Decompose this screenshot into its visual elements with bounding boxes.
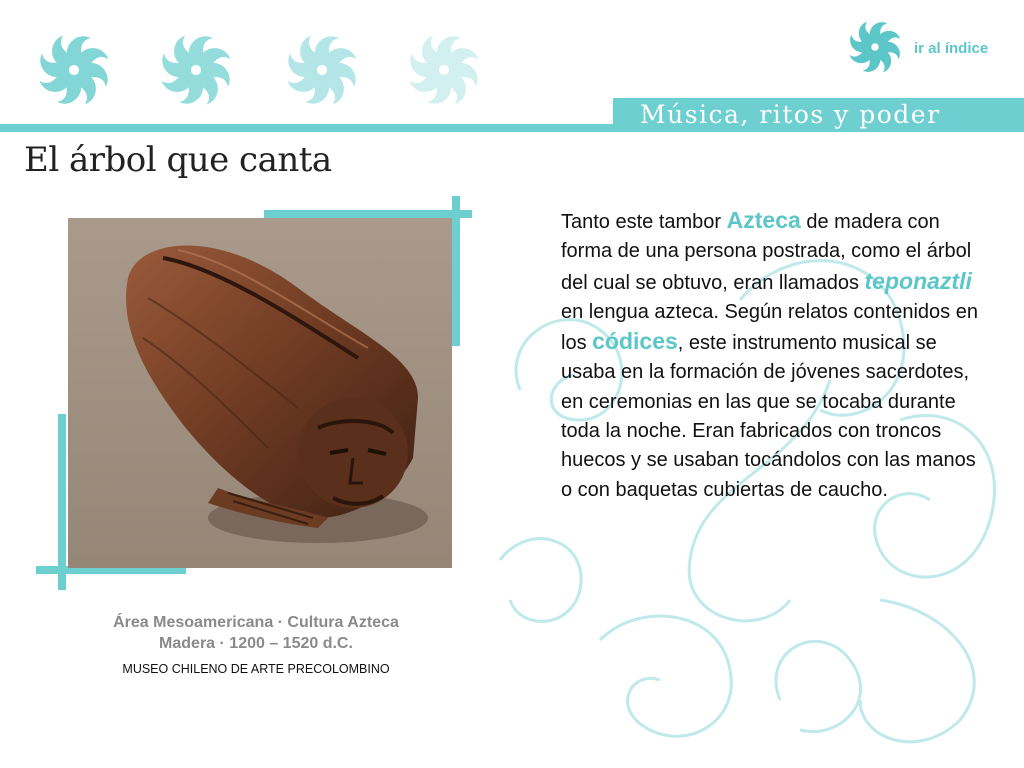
sun-swirl-icon (28, 28, 120, 112)
sun-swirl-icon (398, 28, 490, 112)
caption-line-material-date: Madera · 1200 – 1520 d.C. (159, 635, 353, 652)
body-text-part: en lengua azteca. Según relatos contenidos en los (561, 300, 978, 355)
keyword-codices: códices (592, 328, 678, 355)
index-link[interactable] (842, 16, 1012, 78)
index-link-label[interactable]: ir al índice (914, 40, 989, 57)
sun-swirl-icon (842, 16, 908, 78)
body-text-part: Tanto este tambor (561, 211, 727, 233)
page-title: El árbol que canta (24, 140, 332, 180)
frame-line-top (264, 210, 472, 218)
sun-swirl-icon (150, 28, 242, 112)
section-title: Música, ritos y poder (640, 100, 941, 129)
sun-swirl-icon (276, 28, 368, 112)
drum-illustration (68, 218, 452, 568)
teponaztli-drum-photo (68, 218, 452, 568)
frame-line-right (452, 196, 460, 346)
artifact-caption (60, 612, 452, 654)
caption-line-culture: Área Mesoamericana · Cultura Azteca (113, 614, 399, 631)
keyword-azteca: Azteca (726, 207, 801, 233)
keyword-teponaztli: teponaztli (864, 267, 972, 294)
body-text-part: , este instrumento musical se usaba en la formación de jóvenes sacerdotes, en ceremonias en las que se tocaba durante toda la noche. Eran fabricados con troncos huecos y se usaban tocándolos con las manos o con baquetas cubiertas de caucho. (561, 332, 976, 501)
museum-credit: MUSEO CHILENO DE ARTE PRECOLOMBINO (122, 662, 390, 676)
body-text-part: de madera con forma de una persona postrada, como el árbol del cual se obtuvo, eran llamados (561, 211, 972, 294)
frame-line-left (58, 414, 66, 590)
body-paragraph (561, 206, 991, 505)
